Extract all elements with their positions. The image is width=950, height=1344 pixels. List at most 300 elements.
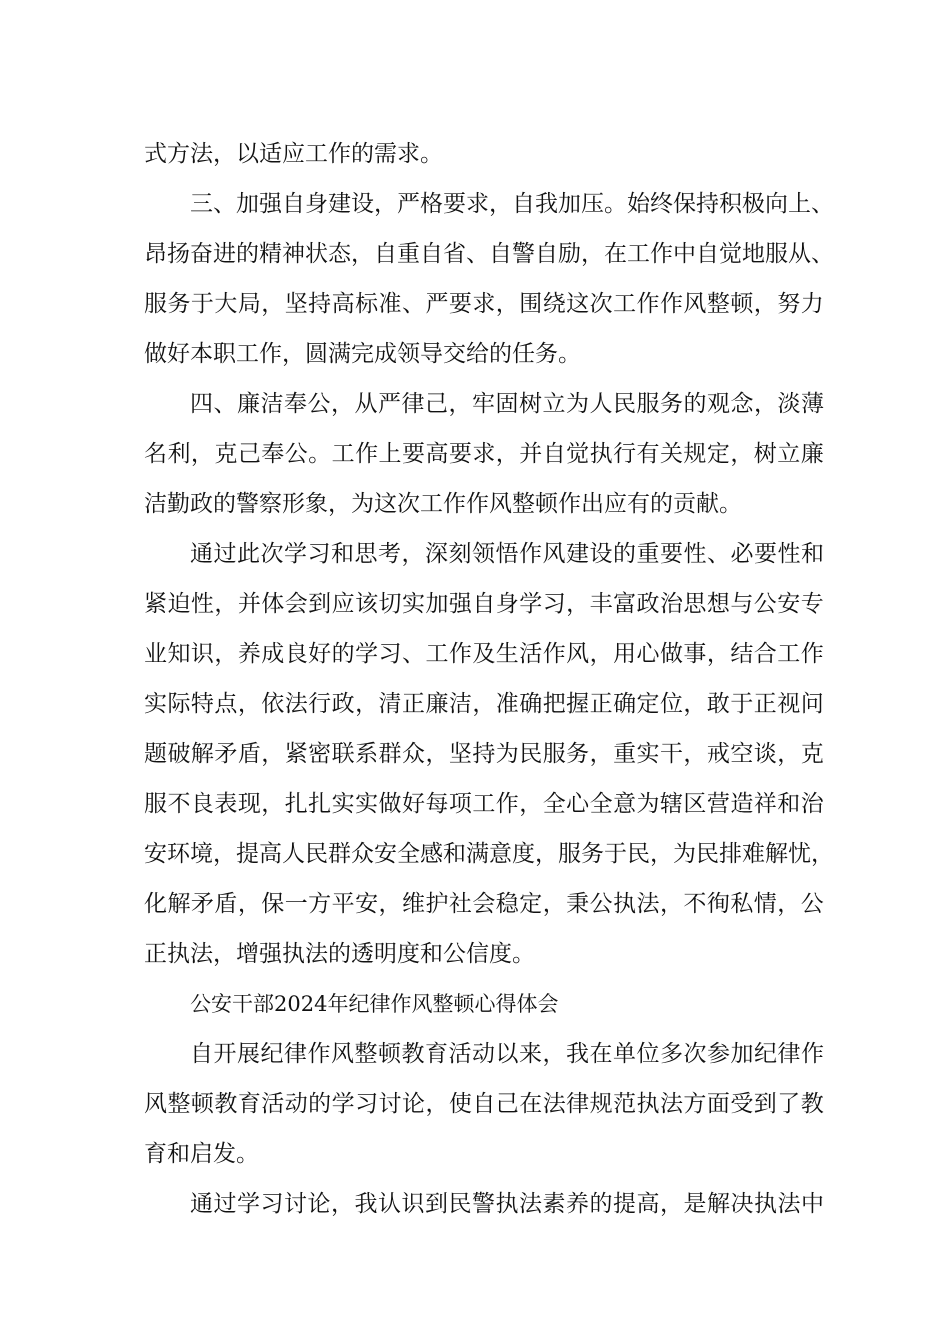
glyph: 点 (214, 691, 238, 717)
glyph: 养 (566, 1191, 589, 1217)
glyph: 状 (305, 241, 328, 267)
glyph: 性 (777, 541, 801, 567)
glyph: 安 (355, 891, 379, 917)
glyph: 考 (378, 541, 401, 567)
glyph: 公 (307, 391, 331, 417)
glyph: 是 (683, 1191, 707, 1217)
glyph: ， (237, 691, 261, 717)
glyph: 众 (351, 841, 374, 867)
glyph: 习 (307, 541, 331, 567)
glyph: 法 (777, 1191, 801, 1217)
glyph: 习 (355, 1091, 379, 1117)
glyph: ， (190, 441, 214, 467)
glyph: ， (754, 391, 777, 417)
text-line (144, 336, 824, 372)
glyph: ， (683, 741, 707, 767)
glyph: 务 (566, 741, 590, 767)
glyph: 自 (535, 241, 558, 267)
glyph: 执 (754, 1191, 777, 1217)
glyph: 公 (284, 441, 308, 467)
glyph: 律 (401, 391, 425, 417)
glyph: 地 (742, 241, 765, 267)
glyph: 中 (801, 1191, 824, 1217)
glyph: 于 (730, 691, 754, 717)
glyph: 作 (801, 1041, 824, 1067)
glyph: 身 (495, 591, 519, 617)
glyph: 素 (542, 1191, 566, 1217)
glyph: 的 (589, 1191, 613, 1217)
glyph: 感 (420, 841, 443, 867)
paragraph-4-line (190, 386, 824, 422)
glyph: 范 (613, 1091, 637, 1117)
glyph: 在 (519, 1091, 543, 1117)
glyph: 安 (777, 591, 801, 617)
glyph: 上 (788, 191, 811, 217)
glyph: 立 (542, 391, 566, 417)
glyph: 廉 (800, 441, 824, 467)
glyph: 整 (167, 1091, 191, 1117)
glyph: 了 (777, 1091, 801, 1117)
glyph: 到 (425, 1191, 448, 1217)
glyph: 民 (696, 841, 719, 867)
glyph: 风 (144, 1091, 167, 1117)
glyph: 、 (707, 541, 730, 567)
glyph: 态 (328, 241, 351, 267)
glyph: 开 (213, 1041, 237, 1067)
glyph: 从 (354, 391, 378, 417)
glyph: 以 (495, 1041, 519, 1067)
glyph: 维 (401, 891, 425, 917)
glyph: 自 (472, 591, 496, 617)
glyph: 排 (719, 841, 742, 867)
glyph: 为 (636, 791, 660, 817)
glyph: 薄 (801, 391, 824, 417)
glyph: ， (355, 691, 379, 717)
glyph: 高 (259, 841, 282, 867)
glyph: 确 (613, 691, 637, 717)
glyph: 求 (472, 291, 496, 317)
glyph: 于 (190, 291, 214, 317)
glyph: 从 (788, 241, 811, 267)
glyph: 风 (542, 541, 566, 567)
glyph: 务 (581, 841, 604, 867)
glyph: 难 (742, 841, 765, 867)
glyph: 丰 (589, 591, 613, 617)
glyph: 顿 (378, 1041, 401, 1067)
text-line (144, 736, 824, 772)
glyph: 秉 (566, 891, 590, 917)
glyph: 生 (495, 641, 519, 667)
glyph: ， (331, 391, 354, 417)
glyph: 局 (237, 291, 261, 317)
text-line (144, 686, 824, 722)
glyph: 性 (190, 591, 214, 617)
glyph: 绕 (542, 291, 566, 317)
glyph: 设 (351, 191, 374, 217)
glyph: 精 (259, 241, 282, 267)
text-line (144, 436, 824, 472)
glyph: 祥 (753, 791, 777, 817)
glyph: ， (660, 1191, 683, 1217)
glyph: 体 (261, 591, 285, 617)
glyph: 心 (566, 791, 590, 817)
glyph: 学 (331, 1091, 355, 1117)
text-line (144, 486, 824, 522)
glyph: 性 (683, 541, 707, 567)
glyph: 设 (589, 541, 613, 567)
glyph: 视 (777, 691, 801, 717)
glyph: ， (448, 391, 472, 417)
glyph: 风 (683, 291, 707, 317)
glyph: 力 (800, 291, 824, 317)
glyph: 标 (355, 291, 379, 317)
glyph: 定 (706, 441, 730, 467)
glyph: 民 (627, 841, 650, 867)
glyph: 到 (308, 591, 332, 617)
glyph: 实 (401, 591, 425, 617)
glyph: 此 (237, 541, 260, 567)
glyph: 法 (519, 1191, 542, 1217)
glyph: 单 (613, 1041, 636, 1067)
glyph: 和 (443, 841, 466, 867)
glyph: 次 (683, 1041, 707, 1067)
glyph: 向 (765, 191, 788, 217)
glyph: 加 (236, 191, 259, 217)
glyph: 规 (683, 441, 707, 467)
glyph: ， (351, 241, 374, 267)
glyph: 社 (448, 891, 472, 917)
glyph: 民 (519, 741, 543, 767)
glyph: 清 (378, 691, 402, 717)
glyph: 正 (401, 691, 425, 717)
glyph: 区 (683, 791, 707, 817)
glyph: 法 (636, 891, 660, 917)
glyph: 讨 (284, 1191, 307, 1217)
glyph: 公 (589, 891, 613, 917)
glyph: 扎 (284, 791, 308, 817)
glyph: 加 (558, 191, 581, 217)
glyph: 应 (331, 591, 355, 617)
glyph: 树 (519, 391, 542, 417)
glyph: 结 (730, 641, 754, 667)
glyph: 观 (707, 391, 730, 417)
glyph: 方 (683, 1091, 707, 1117)
glyph: ， (542, 1041, 566, 1067)
glyph: 奉 (261, 441, 285, 467)
glyph: 律 (284, 1041, 307, 1067)
glyph: 解 (765, 841, 788, 867)
glyph: 来 (519, 1041, 542, 1067)
glyph: 、 (811, 241, 834, 267)
glyph: 论 (307, 1191, 331, 1217)
glyph: ， (659, 891, 683, 917)
glyph: 空 (730, 741, 754, 767)
glyph: ， (706, 641, 730, 667)
glyph: 强 (259, 191, 282, 217)
glyph: 的 (683, 391, 707, 417)
glyph: 人 (282, 841, 305, 867)
glyph: 于 (604, 841, 627, 867)
glyph: 环 (167, 841, 190, 867)
glyph: 律 (777, 1041, 801, 1067)
glyph: 参 (707, 1041, 730, 1067)
text-line (144, 586, 824, 622)
glyph: 安 (374, 841, 397, 867)
glyph: 度 (512, 841, 535, 867)
glyph: 克 (800, 741, 824, 767)
text-line (144, 1136, 824, 1172)
glyph: 法 (659, 1091, 683, 1117)
glyph: 方 (308, 891, 332, 917)
glyph: 政 (636, 591, 660, 617)
glyph: 表 (214, 791, 238, 817)
glyph: ， (542, 891, 566, 917)
glyph: 通 (190, 541, 213, 567)
glyph: 克 (214, 441, 238, 467)
glyph: 终 (650, 191, 673, 217)
glyph: ， (489, 191, 512, 217)
glyph: 意 (489, 841, 512, 867)
glyph: 高 (636, 1191, 660, 1217)
glyph: 要 (443, 191, 466, 217)
glyph: ， (401, 541, 425, 567)
glyph: 民 (448, 1191, 472, 1217)
glyph: 民 (613, 391, 636, 417)
glyph: 为 (566, 391, 589, 417)
glyph: 严 (378, 391, 401, 417)
glyph: 自 (472, 1091, 496, 1117)
glyph: 使 (448, 1091, 472, 1117)
glyph: 决 (730, 1191, 754, 1217)
glyph: 重 (613, 741, 637, 767)
glyph: ， (237, 891, 261, 917)
glyph: 学 (519, 591, 543, 617)
glyph: 盾 (237, 741, 261, 767)
line-text: 做好本职工作，圆满完成领导交给的任务。 (144, 341, 581, 367)
glyph: 该 (355, 591, 379, 617)
text-line (144, 936, 824, 972)
glyph: 不 (167, 791, 191, 817)
glyph: 良 (284, 641, 308, 667)
glyph: 格 (420, 191, 443, 217)
glyph: 际 (167, 691, 191, 717)
glyph: 的 (331, 641, 355, 667)
glyph: 私 (730, 891, 754, 917)
glyph: 做 (378, 791, 402, 817)
glyph: 服 (636, 391, 660, 417)
glyph: ， (519, 791, 543, 817)
text-line (144, 786, 824, 822)
glyph: 进 (213, 241, 236, 267)
paragraph-3-line (190, 186, 834, 222)
glyph: 要 (448, 291, 472, 317)
glyph: 位 (636, 1041, 660, 1067)
glyph: 确 (519, 691, 543, 717)
glyph: 实 (355, 791, 379, 817)
glyph: 思 (683, 591, 707, 617)
glyph: ， (811, 841, 834, 867)
glyph: 项 (448, 791, 472, 817)
glyph: 刻 (448, 541, 472, 567)
glyph: 戒 (706, 741, 730, 767)
glyph: 情 (753, 891, 777, 917)
glyph: 己 (237, 441, 261, 467)
glyph: 政 (331, 691, 355, 717)
line-text: 正执法，增强执法的透明度和公信度。 (144, 941, 535, 967)
glyph: 密 (308, 741, 332, 767)
glyph: 敢 (706, 691, 730, 717)
glyph: 和 (801, 541, 824, 567)
text-line (144, 286, 824, 322)
glyph: 学 (237, 1191, 260, 1217)
glyph: 在 (589, 1041, 613, 1067)
glyph: ， (495, 441, 519, 467)
glyph: 每 (425, 791, 449, 817)
glyph: 己 (495, 1091, 519, 1117)
glyph: 固 (495, 391, 519, 417)
glyph: 提 (236, 841, 259, 867)
glyph: 、 (401, 291, 425, 317)
glyph: 全 (397, 841, 420, 867)
glyph: 觉 (566, 441, 590, 467)
glyph: 面 (706, 1091, 730, 1117)
glyph: 风 (331, 1041, 354, 1067)
glyph: 执 (636, 1091, 660, 1117)
glyph: 要 (660, 541, 683, 567)
glyph: 习 (260, 1191, 284, 1217)
glyph: 动 (472, 1041, 495, 1067)
text-line (144, 236, 834, 272)
glyph: 紧 (284, 741, 308, 767)
glyph: 一 (284, 891, 308, 917)
glyph: 营 (706, 791, 730, 817)
glyph: 正 (589, 691, 613, 717)
glyph: 业 (144, 641, 167, 667)
glyph: 学 (355, 641, 379, 667)
glyph: 教 (214, 1091, 238, 1117)
paragraph-line (190, 1036, 824, 1072)
glyph: 重 (636, 541, 660, 567)
glyph: 位 (659, 691, 683, 717)
glyph: 要 (754, 541, 777, 567)
glyph: 重 (397, 241, 420, 267)
glyph: 并 (519, 441, 543, 467)
glyph: 念 (730, 391, 754, 417)
glyph: 心 (636, 641, 660, 667)
line-text: 洁勤政的警察形象，为这次工作作风整顿作出应有的贡献。 (144, 491, 742, 517)
glyph: 提 (613, 1191, 636, 1217)
glyph: 务 (167, 291, 191, 317)
glyph: ， (566, 591, 590, 617)
glyph: 法 (542, 1091, 566, 1117)
glyph: 、 (466, 241, 489, 267)
glyph: 和 (777, 791, 801, 817)
glyph: 在 (604, 241, 627, 267)
glyph: ， (261, 291, 285, 317)
glyph: 定 (519, 891, 543, 917)
glyph: 实 (144, 691, 167, 717)
glyph: 整 (706, 291, 730, 317)
glyph: 群 (328, 841, 351, 867)
glyph: 努 (777, 291, 801, 317)
glyph: 务 (660, 391, 683, 417)
glyph: 的 (308, 1091, 332, 1117)
glyph: 题 (144, 741, 167, 767)
glyph: 自 (374, 241, 397, 267)
glyph: 问 (800, 691, 824, 717)
heading-text: 公安干部2024年纪律作风整顿心得体会 (190, 992, 559, 1016)
glyph: 作 (650, 241, 673, 267)
glyph: 思 (354, 541, 378, 567)
paragraph-line (190, 536, 824, 572)
glyph: 定 (636, 691, 660, 717)
glyph: 多 (660, 1041, 683, 1067)
glyph: 树 (753, 441, 777, 467)
glyph: 警 (472, 1191, 495, 1217)
glyph: 矛 (214, 741, 238, 767)
glyph: 工 (425, 641, 449, 667)
glyph: 作 (519, 541, 542, 567)
text-line (144, 836, 834, 872)
glyph: 想 (706, 591, 730, 617)
glyph: 。 (604, 191, 627, 217)
glyph: ， (213, 841, 236, 867)
glyph: 扎 (308, 791, 332, 817)
glyph: 工 (331, 441, 355, 467)
glyph: 立 (777, 441, 801, 467)
glyph: 自 (542, 441, 566, 467)
glyph: 满 (466, 841, 489, 867)
glyph: 过 (213, 1191, 237, 1217)
glyph: 良 (190, 791, 214, 817)
glyph: 破 (167, 741, 191, 767)
glyph: 中 (673, 241, 696, 267)
glyph: 身 (305, 191, 328, 217)
glyph: ， (331, 1191, 354, 1217)
glyph: 论 (401, 1091, 425, 1117)
glyph: 公 (753, 591, 777, 617)
text-line (144, 886, 824, 922)
glyph: 活 (448, 1041, 472, 1067)
glyph: 加 (425, 591, 449, 617)
glyph: 深 (425, 541, 448, 567)
glyph: 四 (190, 391, 213, 417)
glyph: 扬 (167, 241, 190, 267)
glyph: 工 (472, 791, 496, 817)
glyph: 名 (144, 441, 167, 467)
glyph: 化 (144, 891, 167, 917)
glyph: 自 (190, 1041, 213, 1067)
glyph: 服 (144, 791, 167, 817)
glyph: 解 (167, 891, 191, 917)
glyph: 把 (542, 691, 566, 717)
glyph: 系 (355, 741, 379, 767)
glyph: 习 (378, 641, 402, 667)
glyph: 省 (443, 241, 466, 267)
glyph: 悟 (495, 541, 519, 567)
glyph: 养 (237, 641, 261, 667)
glyph: 紧 (144, 591, 167, 617)
glyph: 建 (566, 541, 589, 567)
glyph: 识 (401, 1191, 425, 1217)
glyph: ， (472, 691, 496, 717)
glyph: 的 (236, 241, 259, 267)
paragraph-line (190, 1186, 824, 1222)
glyph: 护 (425, 891, 449, 917)
glyph: 强 (448, 591, 472, 617)
text-line (144, 636, 824, 672)
glyph: 。 (308, 441, 332, 467)
